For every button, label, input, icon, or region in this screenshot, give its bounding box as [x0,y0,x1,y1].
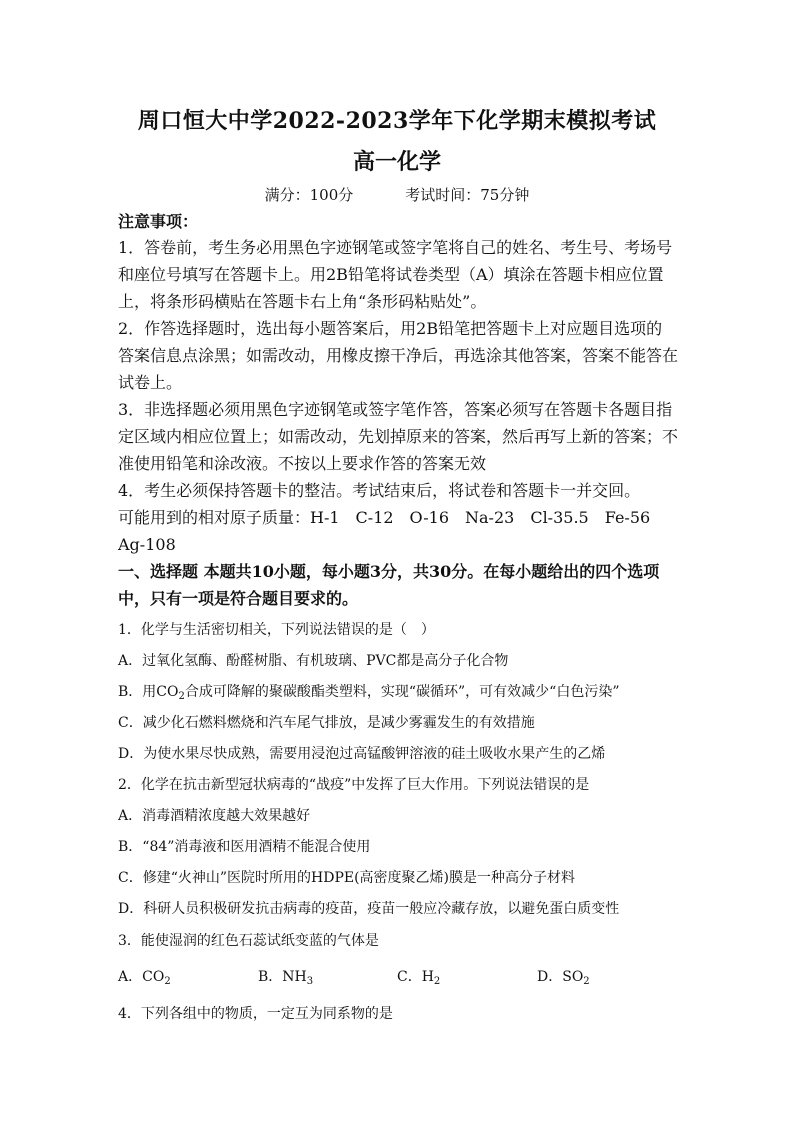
notes-line: 准使用铅笔和涂改液。不按以上要求作答的答案无效 [118,454,487,473]
question-stem: 4．下列各组中的物质，一定互为同系物的是 [118,1006,393,1022]
option-a: A．$CO_2$ [118,969,171,987]
section-heading: 中，只有一项是符合题目要求的。 [118,589,359,608]
section-heading: 一、选择题 本题共10小题，每小题3分，共30分。在每小题给出的四个选项 [118,562,660,581]
option-c: C．修建“火神山”医院时所用的HDPE(高密度聚乙烯)膜是一种高分子材料 [118,870,576,886]
notes-line: 2．作答选择题时，选出每小题答案后，用2B铅笔把答题卡上对应题目选项的 [118,319,663,338]
option-d: D．科研人员积极研发抗击病毒的疫苗，疫苗一般应冷藏存放，以避免蛋白质变性 [118,901,620,917]
exam-meta [0,184,794,205]
option-b: B．$NH_3$ [258,969,314,987]
notes-line: 4．考生必须保持答题卡的整洁。考试结束后，将试卷和答题卡一并交回。 [118,481,641,500]
option-d: D．$SO_2$ [537,969,590,987]
exam-title: 周口恒大中学2022-2023学年下化学期末模拟考试 [137,108,657,134]
option-c: C．减少化石燃料燃烧和汽车尾气排放，是减少雾霾发生的有效措施 [118,715,535,731]
notes-line: 1．答卷前，考生务必用黑色字迹钢笔或签字笔将自己的姓名、考生号、考场号 [118,238,673,257]
notes-heading: 注意事项： [118,212,199,231]
exam-time: 考试时间：75分钟 [405,186,530,204]
option-b: B．用$CO_2$合成可降解的聚碳酸酯类塑料，实现“碳循环”，可有效减少“白色污染” [118,684,620,702]
notes-line: 试卷上。 [118,373,183,392]
option-a: A．过氧化氢酶、酚醛树脂、有机玻璃、PVC都是高分子化合物 [118,653,509,669]
notes-line: 定区域内相应位置上；如需改动，先划掉原来的答案，然后再写上新的答案；不 [118,427,679,446]
option-c: C．$H_2$ [397,969,441,987]
exam-subtitle: 高一化学 [352,149,441,175]
full-score: 满分：100分 [264,186,354,204]
option-d: D．为使水果尽快成熟，需要用浸泡过高锰酸钾溶液的硅土吸收水果产生的乙烯 [118,746,606,762]
option-a: A．消毒酒精浓度越大效果越好 [118,808,311,824]
notes-line: 3．非选择题必须用黑色字迹钢笔或签字笔作答，答案必须写在答题卡各题目指 [118,400,673,419]
question-stem: 3．能使湿润的红色石蕊试纸变蓝的气体是 [118,933,379,949]
atomic-mass-line: 可能用到的相对原子质量：H-1 C-12 O-16 Na-23 Cl-35.5 Fe-56 [118,508,651,527]
notes-line: 上，将条形码横贴在答题卡右上角“条形码粘贴处”。 [118,292,487,311]
notes-line: 和座位号填写在答题卡上。用2B铅笔将试卷类型（A）填涂在答题卡相应位置 [118,265,664,284]
option-b: B．“84”消毒液和医用酒精不能混合使用 [118,839,371,855]
question-stem: 2．化学在抗击新型冠状病毒的“战疫”中发挥了巨大作用。下列说法错误的是 [118,777,590,793]
notes-line: 答案信息点涂黑；如需改动，用橡皮擦干净后，再选涂其他答案，答案不能答在 [118,346,679,365]
atomic-mass-line: Ag-108 [118,535,176,554]
question-stem: 1．化学与生活密切相关，下列说法错误的是（ ） [118,622,435,638]
